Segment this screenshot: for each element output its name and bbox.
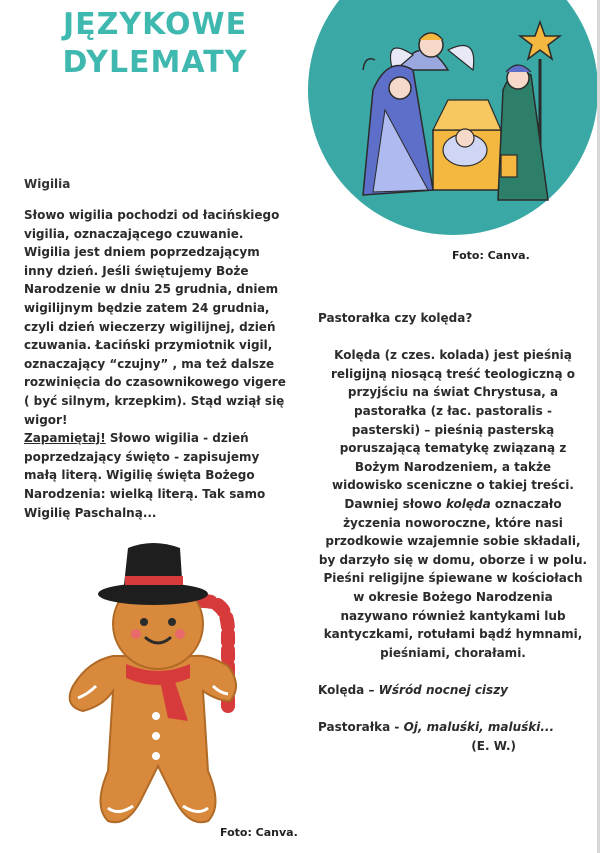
- wigilia-text: [24, 206, 286, 522]
- gingerbread-man-illustration: [48, 536, 268, 836]
- pastoralka-text-a: Kolęda (z czes. kolada) jest pieśnią religijną niosącą treść teologiczną o przyjściu na świat Chrystusa, a pastorałka (z łac. pastoralis - pasterski) – pieśnią pasterską poruszającą tematykę związaną z Bożym Narodzeniem, a także widowisko sceniczne o takiej treści. Dawniej słowo: [330, 348, 575, 511]
- example-koleda-label: Kolęda –: [318, 682, 379, 697]
- example-koleda: [318, 681, 588, 700]
- example-pastoralka: [318, 718, 588, 737]
- pastoralka-section: [318, 309, 588, 755]
- nativity-illustration: [303, 0, 600, 240]
- wigilia-paragraph: Słowo wigilia pochodzi od łacińskiego vigilia, oznaczającego czuwanie. Wigilia jest dniem poprzedzającym inny dzień. Jeśli świętujemy Boże Narodzenie w dniu 25 grudnia, dniem wigilijnym będzie zatem 24 grudnia, czyli dzień wieczerzy wigilijnej, dzień czuwania. Łaciński przymiotnik vigil, oznaczający “czujny” , ma też dalsze rozwinięcia do czasownikowego vigere ( być silnym, krzepkim). Stąd wziął się wigor!: [24, 208, 286, 427]
- photo-credit-bottom: Foto: Canva.: [220, 826, 298, 839]
- manger-with-baby: [433, 100, 501, 190]
- pastoralka-italic-word: kolęda: [445, 496, 491, 511]
- page-title: [40, 6, 270, 82]
- lantern-icon: [501, 155, 517, 177]
- example-pastoralka-label: Pastorałka -: [318, 720, 404, 735]
- author-signature: (E. W.): [471, 738, 516, 753]
- photo-credit-top: Foto: Canva.: [452, 249, 530, 262]
- remember-label: Zapamiętaj!: [24, 431, 106, 446]
- example-pastoralka-title: Oj, maluśki, maluśki...: [403, 720, 555, 735]
- pastoralka-text-b: oznaczało życzenia noworoczne, które nasi przodkowie wzajemnie sobie składali, by darzyło się w domu, oborze i w polu. Pieśni religijne śpiewane w kościołach w okresie Bożego Narodzenia nazywano również kantykami lub kantyczkami, rotułami bądź hymnami, pieśniami, chorałami.: [318, 496, 588, 660]
- section-heading-pastoralka: Pastorałka czy kolęda?: [318, 311, 473, 325]
- example-koleda-title: Wśród nocnej ciszy: [378, 682, 508, 697]
- section-heading-wigilia: Wigilia: [24, 177, 71, 191]
- title-line-2: DYLEMATY: [62, 45, 248, 80]
- pastoralka-paragraph: [318, 346, 588, 662]
- title-line-1: JĘZYKOWE: [62, 7, 248, 42]
- wigilia-remember: [24, 429, 286, 522]
- remember-text: Słowo wigilia - dzień poprzedzający święto - zapisujemy małą literą. Wigilię święta Bożego Narodzenia: wielką literą. Tak samo Wigilię Paschalną...: [24, 431, 266, 520]
- top-hat-icon: [98, 543, 208, 605]
